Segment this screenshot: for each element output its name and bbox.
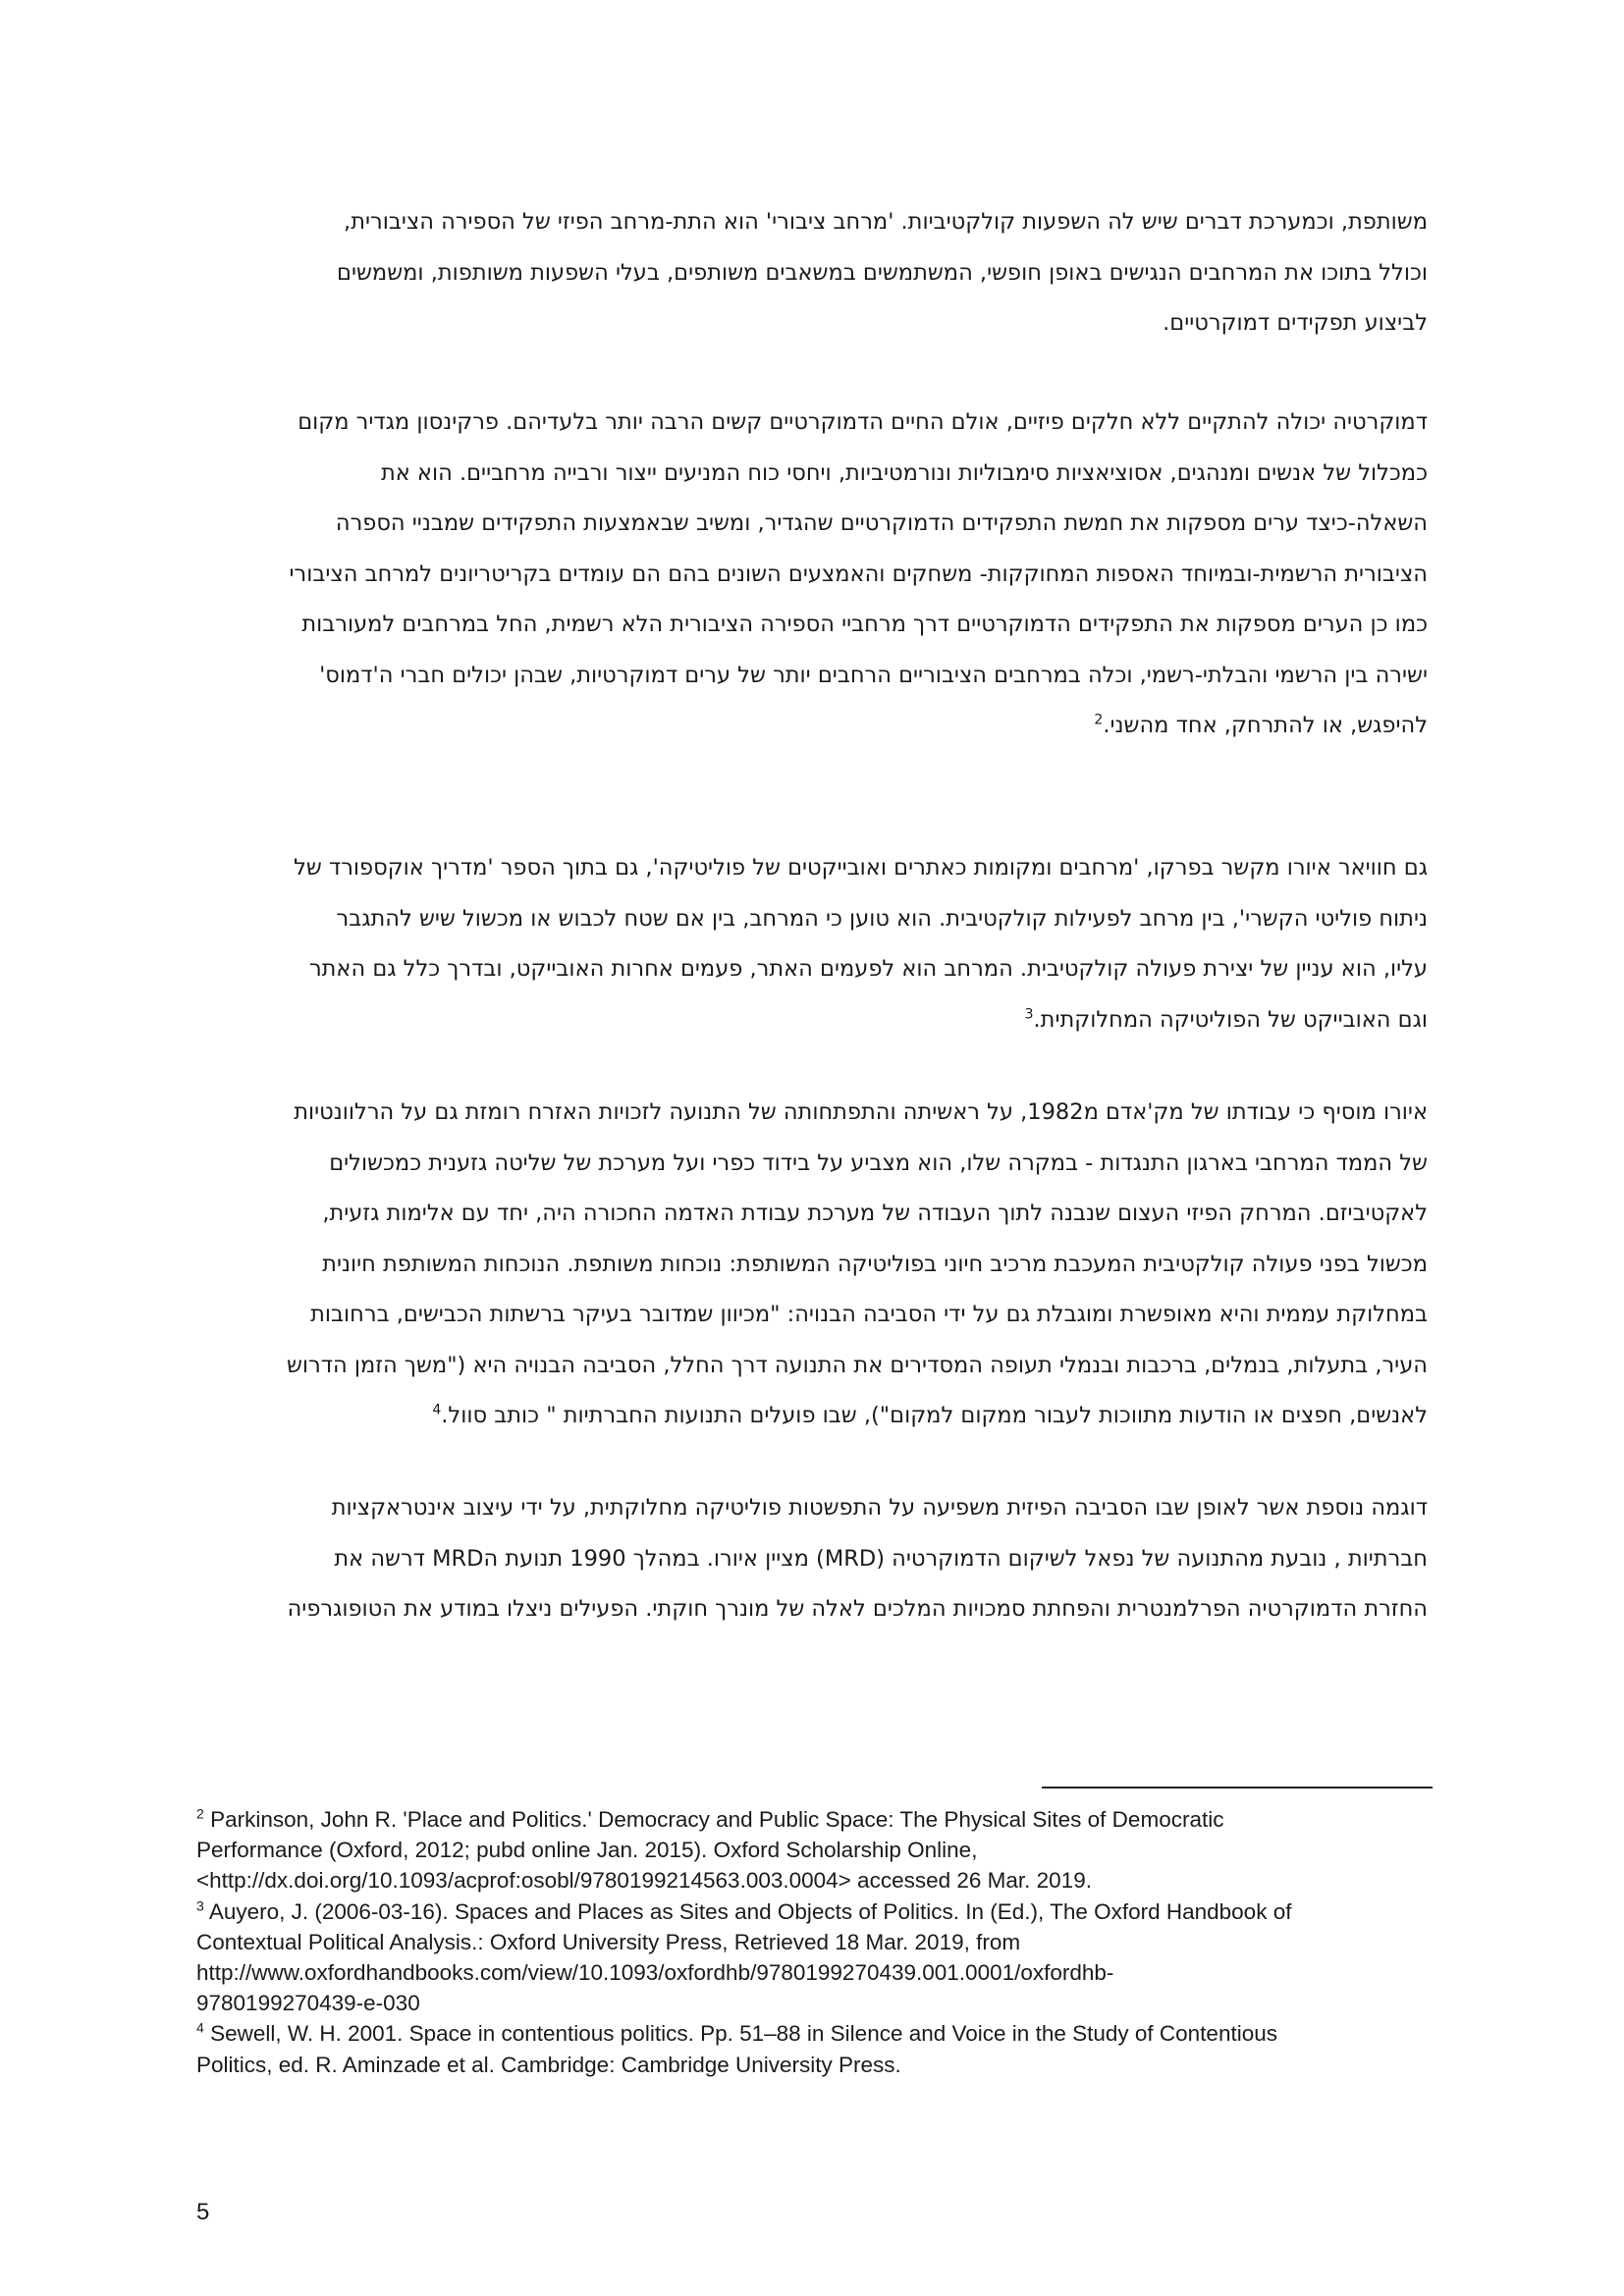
text-line: משותפת, וכמערכת דברים שיש לה השפעות קולקטיביות. 'מרחב ציבורי' הוא התת-מרחב הפיזי של הספירה הציבורית,: [344, 209, 1428, 235]
footnote-text: Parkinson, John R. 'Place and Politics.' Democracy and Public Space: The Physical Sites of Democratic: [210, 1807, 1224, 1832]
text-line: מכשול בפני פעולה קולקטיבית המעכבת מרכיב חיוני בפוליטיקה המשותפת: נוכחות משותפת. הנוכחות המשותפת חיונית: [322, 1251, 1428, 1277]
text-line-content: לאנשים, חפצים או הודעות מתווכות לעבור ממקום למקום"), שבו פועלים התנועות החברתיות " כותב סוול.: [441, 1403, 1428, 1428]
body-paragraph: [196, 197, 1428, 349]
text-line: השאלה-כיצד ערים מספקות את חמשת התפקידים הדמוקרטיים שהגדיר, ומשיב שבאמצעות התפקידים שמבניי הספרה: [335, 510, 1428, 536]
footnote-line: [196, 1804, 1434, 1835]
footnote-line: [196, 2018, 1434, 2049]
footnote-link[interactable]: http://www.oxfordhandbooks.com/view/10.1093/oxfordhb/9780199270439.001.0001/oxfordhb-: [196, 1960, 1114, 1986]
body-paragraph: [196, 1483, 1428, 1635]
text-line: עליו, הוא עניין של יצירת פעולה קולקטיבית. המרחב הוא לפעמים האתר, פעמים אחרות האובייקט, ובדרך כלל גם האתר: [308, 956, 1428, 982]
text-line: [196, 701, 1428, 752]
text-line: לביצוע תפקידים דמוקרטיים.: [1163, 310, 1428, 336]
footnote: [196, 1896, 1434, 2019]
footnote-ref[interactable]: 4: [432, 1402, 442, 1418]
footnote-line: Contextual Political Analysis.: Oxford University Press, Retrieved 18 Mar. 2019, from: [196, 1929, 1021, 1954]
text-line: איורו מוסיף כי עבודתו של מק'אדם מ1982, על ראשיתה והתפתחותה של התנועה לזכויות האזרח רומזת גם על הרלוונטיות: [294, 1099, 1428, 1125]
text-line: וכולל בתוכו את המרחבים הנגישים באופן חופשי, המשתמשים במשאבים משותפים, בעלי השפעות משותפות, ומשמשים: [337, 259, 1428, 286]
footnotes-section: [196, 1804, 1434, 2080]
text-line: החזרת הדמוקרטיה הפרלמנטרית והפחתת סמכויות המלכים לאלה של מונרך חוקתי. הפעילים ניצלו במודע את הטופוגרפיה: [287, 1596, 1428, 1622]
footnote-number: 4: [196, 2019, 204, 2036]
text-line: במחלוקת עממית והיא מאופשרת ומוגבלת גם על ידי הסביבה הבנויה: "מכיוון שמדובר בעיקר ברשתות הכבישים, ברחובות: [310, 1302, 1428, 1327]
text-line: דמוקרטיה יכולה להתקיים ללא חלקים פיזיים, אולם החיים הדמוקרטיים קשים הרבה יותר בלעדיהם. פרקינסון מגדיר מקום: [298, 409, 1428, 435]
body-paragraph: [196, 398, 1428, 752]
text-line: כמו כן הערים מספקות את התפקידים הדמוקרטיים דרך מרחביי הספירה הציבורית הלא רשמית, החל במרחבים למעורבות: [301, 612, 1428, 637]
footnote-line: Performance (Oxford, 2012; pubd online Jan. 2015). Oxford Scholarship Online,: [196, 1838, 978, 1863]
text-line: ניתוח פוליטי הקשרי', בין מרחב לפעילות קולקטיבית. הוא טוען כי המרחב, בין אם שטח לכבוש או מכשול שיש להתגבר: [336, 905, 1428, 932]
text-line: הציבורית הרשמית-ובמיוחד האספות המחוקקות- משחקים והאמצעים השונים בהם הם עומדים בקריטריונים למרחב הציבורי: [289, 561, 1428, 587]
text-line-content: וגם האובייקט של הפוליטיקה המחלוקתית.: [1033, 1006, 1428, 1033]
text-line: חברתיות , נובעת מהתנועה של נפאל לשיקום הדמוקרטיה (MRD) מציין איורו. במהלך 1990 תנועת הMRD דרשה את: [334, 1545, 1428, 1572]
text-line: של הממד המרחבי בארגון התנגדות - במקרה שלו, הוא מצביע על בידוד כפרי ועל מערכת של שליטה גזענית כמכשולים: [329, 1149, 1428, 1176]
text-line-content: להיפגש, או להתרחק, אחד מהשני.: [1103, 713, 1428, 738]
text-line: גם חוויאר איורו מקשר בפרקו, 'מרחבים ומקומות כאתרים ואובייקטים של פוליטיקה', גם בתוך הספר 'מדריך אוקספורד של: [294, 855, 1428, 881]
text-line: העיר, בתעלות, בנמלים, ברכבות ובנמלי תעופה המסדירים את התנועה דרך החלל, הסביבה הבנויה היא ("משך הזמן הדרוש: [286, 1352, 1428, 1378]
text-line: דוגמה נוספת אשר לאופן שבו הסביבה הפיזית משפיעה על התפשטות פוליטיקה מחלוקתית, על ידי עיצוב אינטראקציות: [331, 1495, 1428, 1521]
text-line: ישירה בין הרשמי והבלתי-רשמי, וכלה במרחבים הציבוריים הרחבים יותר של ערים דמוקרטיות, שבהן יכולים חברי ה'דמוס': [319, 662, 1428, 688]
footnote-line: Politics, ed. R. Aminzade et al. Cambridge: Cambridge University Press.: [196, 2052, 901, 2077]
footnote-ref[interactable]: 2: [1094, 712, 1104, 728]
text-line: [196, 995, 1428, 1046]
footnote: [196, 2018, 1434, 2079]
text-line: [196, 1391, 1428, 1442]
footnote-separator: [1042, 1787, 1433, 1789]
page-number: 5: [196, 2199, 210, 2225]
text-line: כמכלול של אנשים ומנהגים, אסוציאציות סימבוליות ונורמטיביות, ויחסי כוח המניעים ייצור ורבייה מרחביים. הוא את: [380, 459, 1428, 486]
body-paragraph: [196, 1088, 1428, 1442]
footnote-number: 2: [196, 1805, 204, 1822]
text-line: לאקטיביזם. המרחק הפיזי העצום שנבנה לתוך העבודה של מערכת עבודת האדמה החכורה היה, יחד עם אלימות גזעית,: [322, 1201, 1428, 1226]
footnote-line[interactable]: 9780199270439-e-030: [196, 1991, 420, 2016]
footnote-text: Auyero, J. (2006-03-16). Spaces and Places as Sites and Objects of Politics. In (Ed.), The Oxford Handbook of: [208, 1898, 1292, 1924]
footnote-number: 3: [196, 1897, 204, 1914]
footnote: [196, 1804, 1434, 1896]
footnote-ref[interactable]: 3: [1024, 1006, 1034, 1022]
footnote-line: [196, 1896, 1434, 1927]
body-paragraph: [196, 843, 1428, 1045]
footnote-line[interactable]: <http://dx.doi.org/10.1093/acprof:osobl/9780199214563.003.0004> accessed 26 Mar. 2019.: [196, 1868, 1092, 1894]
footnote-text: Sewell, W. H. 2001. Space in contentious politics. Pp. 51–88 in Silence and Voice in the Study of Contentious: [210, 2021, 1277, 2047]
